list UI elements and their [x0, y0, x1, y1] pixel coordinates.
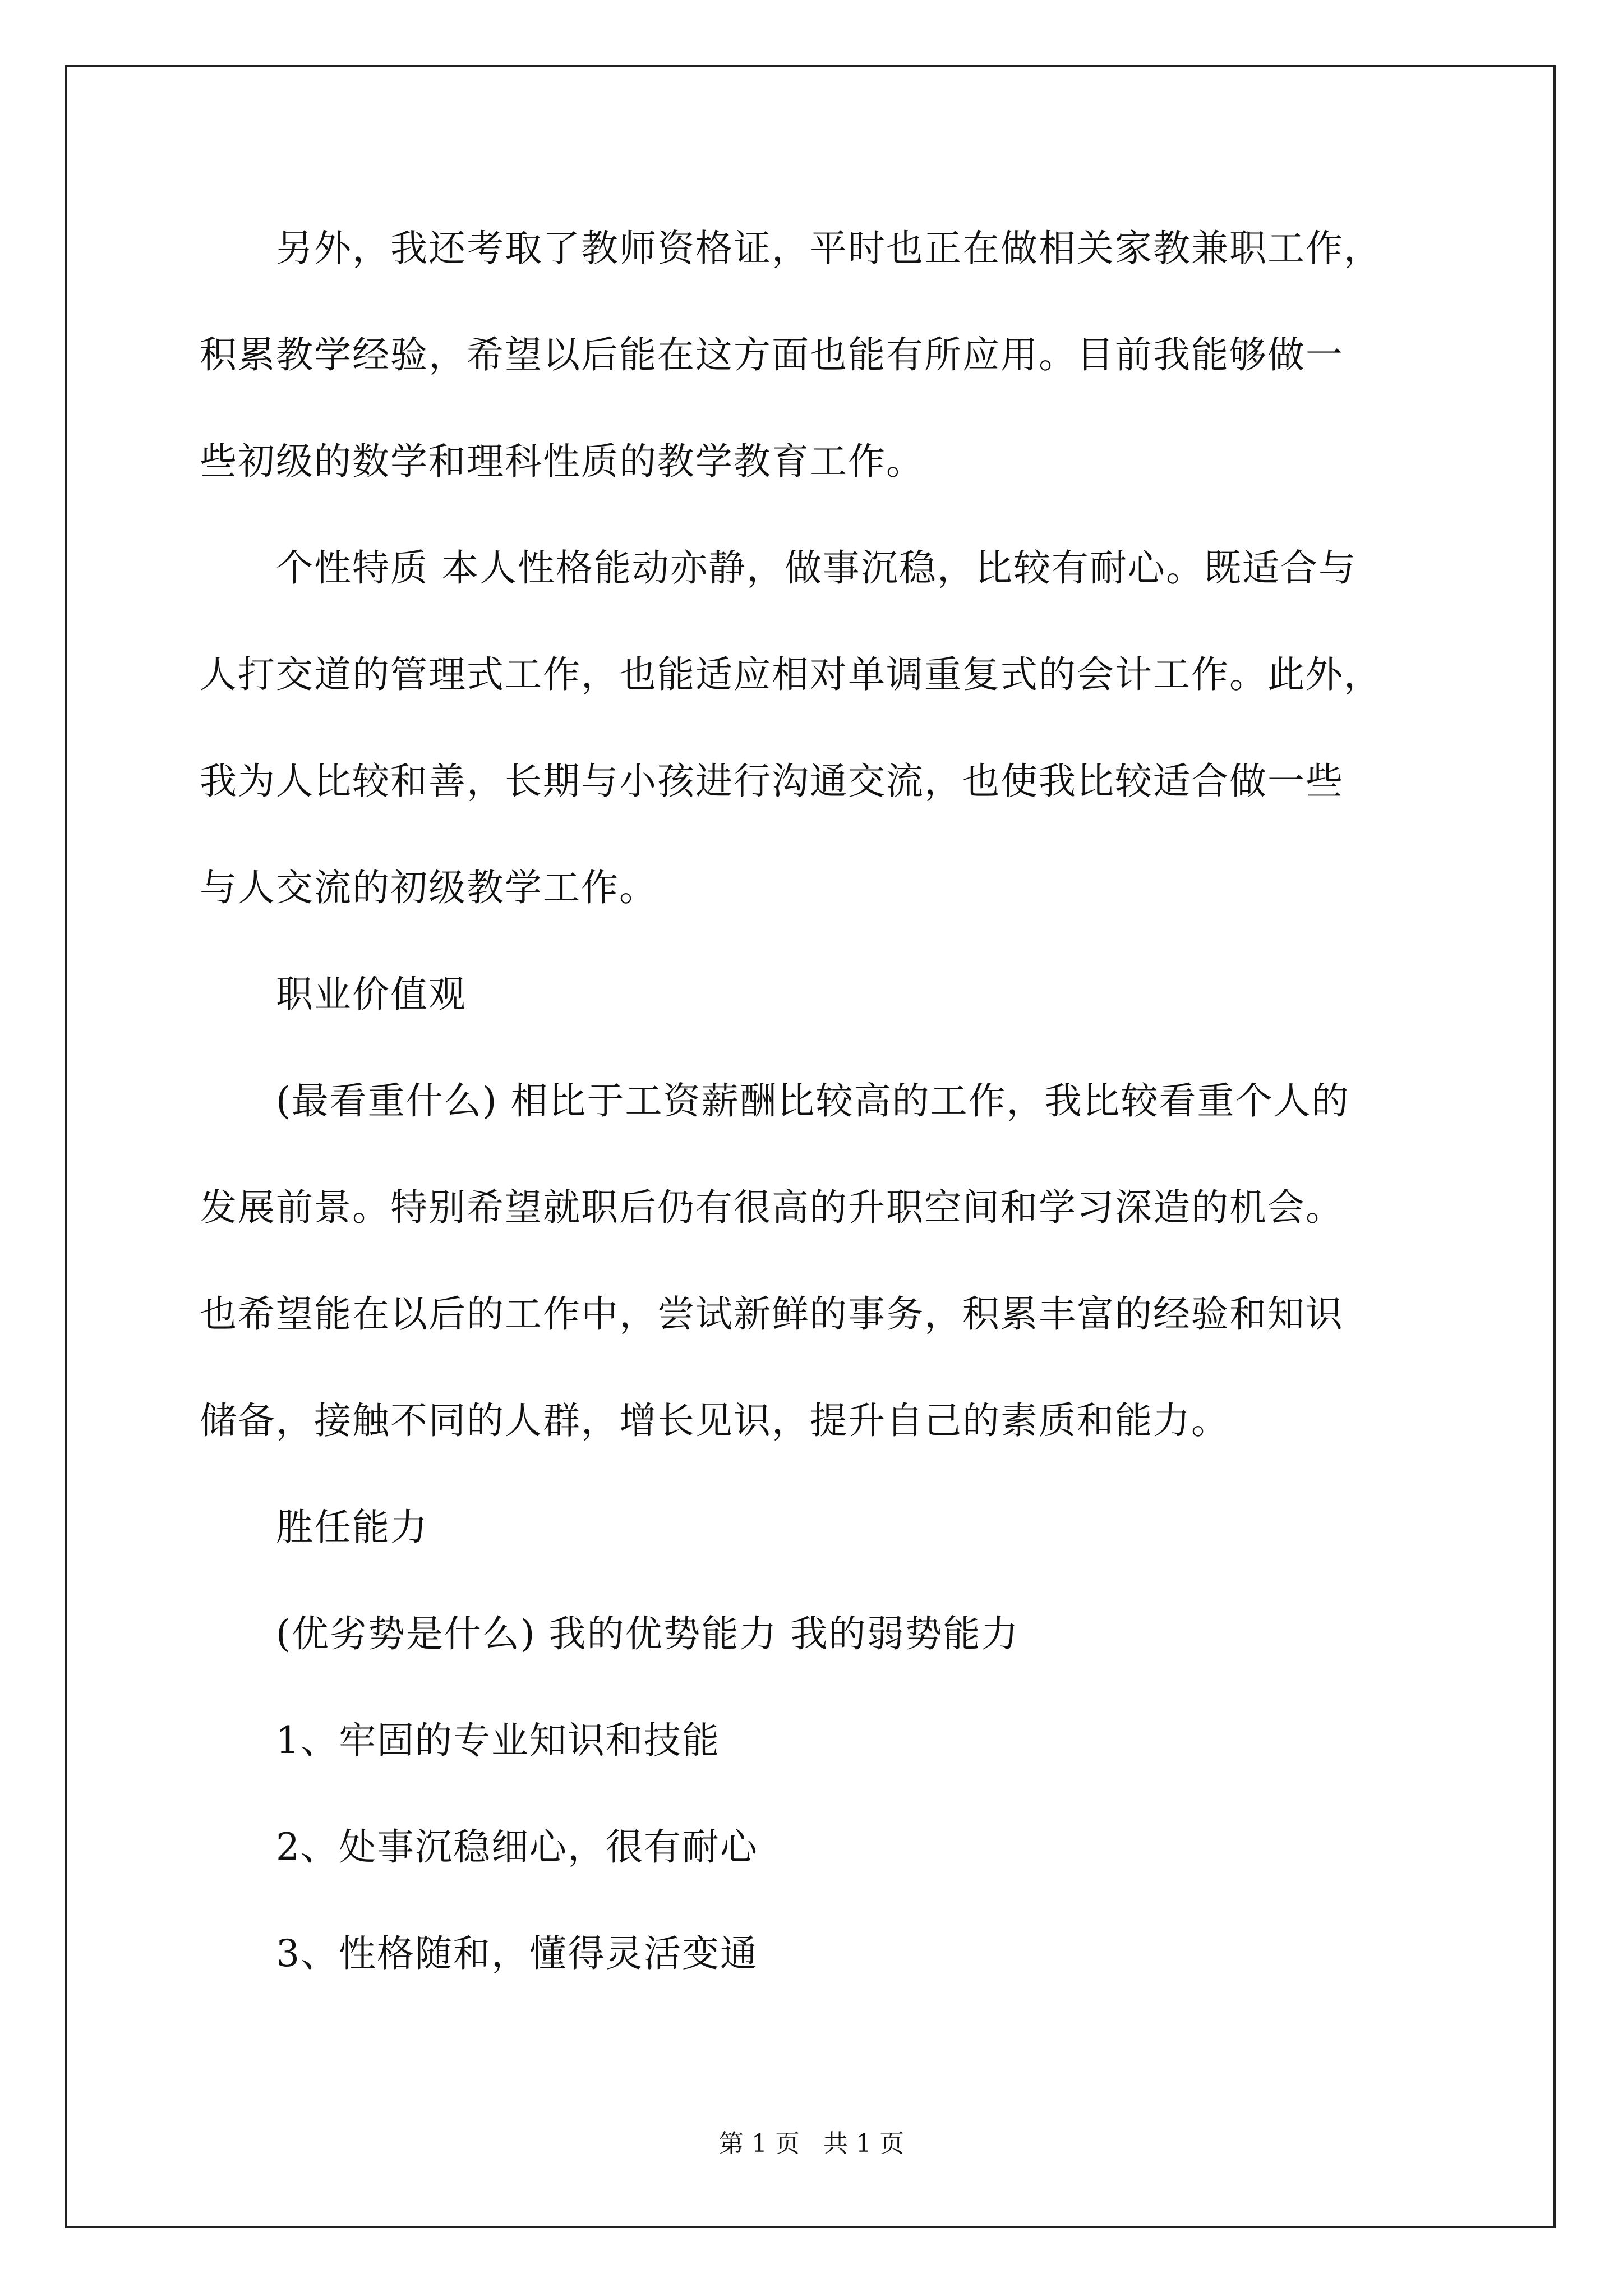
text-line: 储备，接触不同的人群，增长见识，提升自己的素质和能力。 [200, 1399, 1229, 1442]
list-item: 2、处事沉稳细心，很有耐心 [200, 1825, 758, 1869]
list-item: 1、牢固的专业知识和技能 [200, 1719, 720, 1762]
text-line: 另外，我还考取了教师资格证，平时也正在做相关家教兼职工作， [200, 227, 1382, 270]
text-line: 积累教学经验，希望以后能在这方面也能有所应用。目前我能够做一 [200, 333, 1344, 376]
list-item: 3、性格随和，懂得灵活变通 [200, 1932, 758, 1975]
text-line: (最看重什么) 相比于工资薪酬比较高的工作，我比较看重个人的 [200, 1079, 1350, 1122]
text-line: 我为人比较和善，长期与小孩进行沟通交流，也使我比较适合做一些 [200, 760, 1344, 803]
text-line: 也希望能在以后的工作中，尝试新鲜的事务，积累丰富的经验和知识 [200, 1292, 1344, 1336]
text-line: 与人交流的初级教学工作。 [200, 866, 657, 909]
section-heading: 胜任能力 [200, 1506, 428, 1549]
page-border [65, 65, 1556, 2228]
section-heading: 职业价值观 [200, 973, 467, 1016]
text-line: 个性特质 本人性格能动亦静，做事沉稳，比较有耐心。既适合与 [200, 546, 1357, 590]
text-line: (优劣势是什么) 我的优势能力 我的弱势能力 [200, 1612, 1020, 1655]
text-line: 发展前景。特别希望就职后仍有很高的升职空间和学习深造的机会。 [200, 1186, 1344, 1229]
page-number-footer: 第 1 页 共 1 页 [719, 2129, 904, 2158]
text-line: 人打交道的管理式工作，也能适应相对单调重复式的会计工作。此外， [200, 653, 1382, 696]
text-line: 些初级的数学和理科性质的教学教育工作。 [200, 440, 924, 483]
